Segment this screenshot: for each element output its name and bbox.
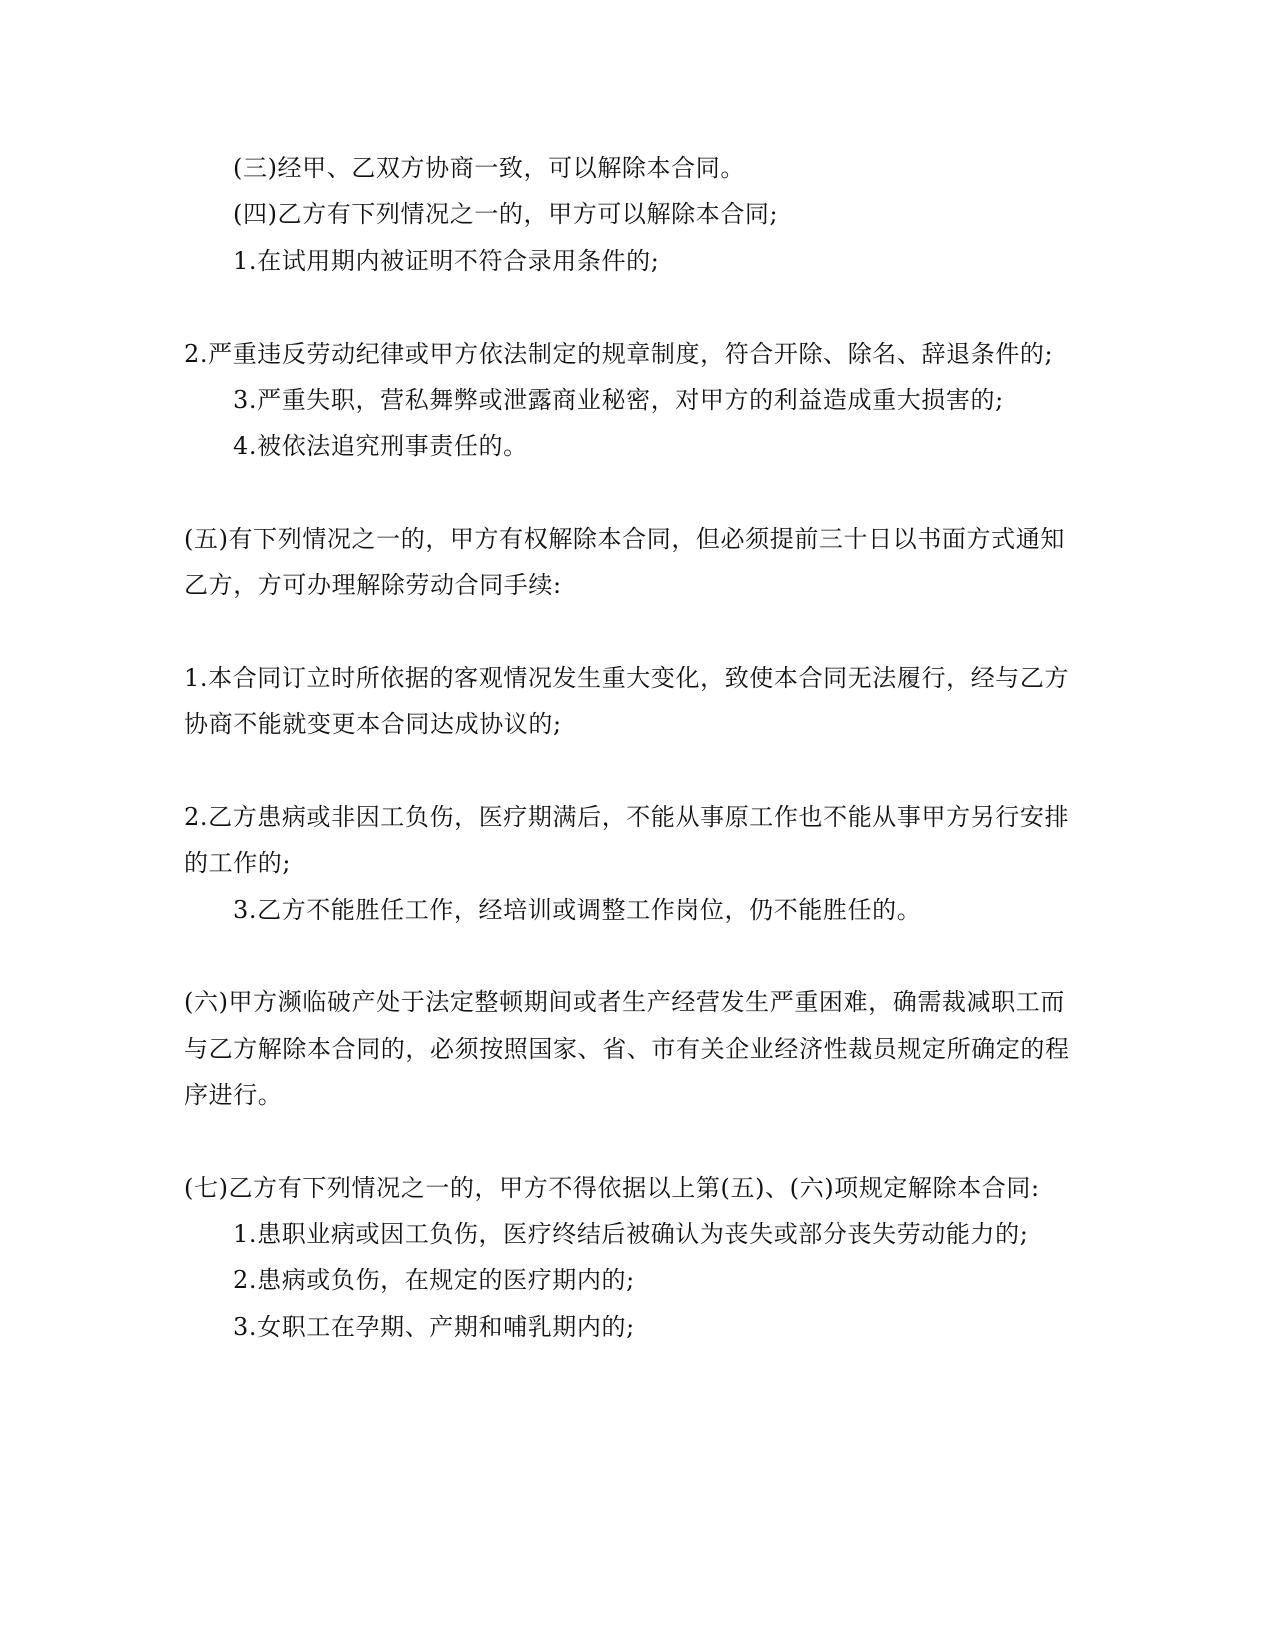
clause-7-item-1: 1.患职业病或因工负伤，医疗终结后被确认为丧失或部分丧失劳动能力的; <box>233 1220 1029 1248</box>
clause-6-line-1: (六)甲方濒临破产处于法定整顿期间或者生产经营发生严重困难，确需裁减职工而 <box>184 988 1065 1016</box>
clause-5-item-1-line-2: 协商不能就变更本合同达成协议的; <box>184 710 562 738</box>
clause-6-line-3: 序进行。 <box>184 1081 283 1109</box>
clause-4-item-2: 2.严重违反劳动纪律或甲方依法制定的规章制度，符合开除、除名、辞退条件的; <box>184 340 1054 368</box>
clause-7-item-3: 3.女职工在孕期、产期和哺乳期内的; <box>233 1313 635 1341</box>
clause-5-item-2-line-1: 2.乙方患病或非因工负伤，医疗期满后，不能从事原工作也不能从事甲方另行安排 <box>184 803 1070 831</box>
clause-5-line-1: (五)有下列情况之一的，甲方有权解除本合同，但必须提前三十日以书面方式通知 <box>184 525 1065 553</box>
clause-3-line: (三)经甲、乙双方协商一致，可以解除本合同。 <box>233 154 745 182</box>
clause-4-item-1: 1.在试用期内被证明不符合录用条件的; <box>233 247 660 275</box>
clause-5-item-2-line-2: 的工作的; <box>184 849 292 877</box>
clause-5-line-2: 乙方，方可办理解除劳动合同手续: <box>184 571 562 599</box>
clause-7-item-2: 2.患病或负伤，在规定的医疗期内的; <box>233 1266 635 1294</box>
clause-5-item-3: 3.乙方不能胜任工作，经培训或调整工作岗位，仍不能胜任的。 <box>233 896 922 924</box>
clause-4-line: (四)乙方有下列情况之一的，甲方可以解除本合同; <box>233 200 779 228</box>
clause-4-item-4: 4.被依法追究刑事责任的。 <box>233 432 528 460</box>
clause-6-line-2: 与乙方解除本合同的，必须按照国家、省、市有关企业经济性裁员规定所确定的程 <box>184 1035 1070 1063</box>
clause-4-item-3: 3.严重失职，营私舞弊或泄露商业秘密，对甲方的利益造成重大损害的; <box>233 386 1004 414</box>
clause-7-line: (七)乙方有下列情况之一的，甲方不得依据以上第(五)、(六)项规定解除本合同: <box>184 1174 1040 1202</box>
clause-5-item-1-line-1: 1.本合同订立时所依据的客观情况发生重大变化，致使本合同无法履行，经与乙方 <box>184 664 1070 692</box>
